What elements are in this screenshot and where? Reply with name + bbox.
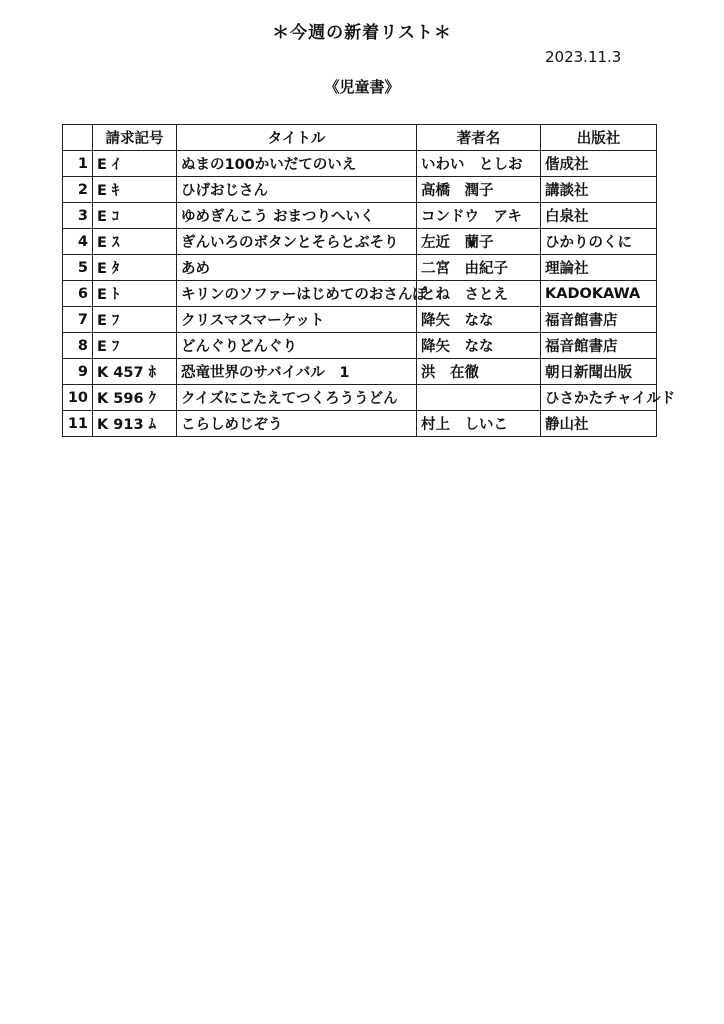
call-number: E ｲ [93,151,177,177]
book-publisher: ひさかたチャイルド [541,385,657,411]
row-number: 7 [63,307,93,333]
row-number: 8 [63,333,93,359]
header-number [63,125,93,151]
book-title: あめ [177,255,417,281]
book-title: ひげおじさん [177,177,417,203]
book-title: こらしめじぞう [177,411,417,437]
call-number: K 457 ﾎ [93,359,177,385]
table-row [63,307,657,333]
book-publisher: 朝日新聞出版 [541,359,657,385]
row-number: 6 [63,281,93,307]
book-title: クイズにこたえてつくろううどん [177,385,417,411]
row-number: 3 [63,203,93,229]
book-publisher: 理論社 [541,255,657,281]
book-title: ぬまの100かいだてのいえ [177,151,417,177]
table-row [63,177,657,203]
book-author: コンドウ アキ [417,203,541,229]
book-author: 洪 在徹 [417,359,541,385]
book-author: いわい としお [417,151,541,177]
book-publisher: 白泉社 [541,203,657,229]
call-number: E ﾌ [93,307,177,333]
book-publisher: 講談社 [541,177,657,203]
call-number: E ﾀ [93,255,177,281]
book-author: とね さとえ [417,281,541,307]
row-number: 1 [63,151,93,177]
call-number: K 913 ﾑ [93,411,177,437]
book-author: 高橋 潤子 [417,177,541,203]
row-number: 2 [63,177,93,203]
book-publisher: 偕成社 [541,151,657,177]
book-publisher: ひかりのくに [541,229,657,255]
header-author: 著者名 [417,125,541,151]
book-title: キリンのソファーはじめてのおさんぽ [177,281,417,307]
call-number: K 596 ｸ [93,385,177,411]
table-row [63,333,657,359]
row-number: 5 [63,255,93,281]
book-author: 村上 しいこ [417,411,541,437]
book-author: 降矢 なな [417,307,541,333]
table-row [63,411,657,437]
header-publisher: 出版社 [541,125,657,151]
new-books-table [62,124,676,437]
call-number: E ｺ [93,203,177,229]
book-title: ゆめぎんこう おまつりへいく [177,203,417,229]
table-row [63,255,657,281]
book-publisher: 福音館書店 [541,333,657,359]
row-number: 9 [63,359,93,385]
table-row [63,151,657,177]
book-title: ぎんいろのボタンとそらとぶそり [177,229,417,255]
call-number: E ｽ [93,229,177,255]
table-row [63,281,657,307]
row-number: 11 [63,411,93,437]
book-title: クリスマスマーケット [177,307,417,333]
book-author [417,385,541,411]
call-number: E ｷ [93,177,177,203]
book-publisher: KADOKAWA [541,281,657,307]
header-call-number: 請求記号 [93,125,177,151]
book-author: 左近 蘭子 [417,229,541,255]
book-title: 恐竜世界のサバイバル 1 [177,359,417,385]
list-title: ＊今週の新着リスト＊ [272,23,452,43]
table-row [63,203,657,229]
call-number: E ﾌ [93,333,177,359]
book-publisher: 福音館書店 [541,307,657,333]
row-number: 4 [63,229,93,255]
book-author: 降矢 なな [417,333,541,359]
table-row [63,359,657,385]
book-title: どんぐりどんぐり [177,333,417,359]
book-publisher: 静山社 [541,411,657,437]
list-date: 2023.11.3 [545,48,622,66]
table-row [63,229,657,255]
call-number: E ﾄ [93,281,177,307]
book-author: 二宮 由紀子 [417,255,541,281]
table-header-row [63,125,657,151]
table-row [63,385,657,411]
row-number: 10 [63,385,93,411]
category-heading: 《児童書》 [324,78,400,96]
header-title: タイトル [177,125,417,151]
